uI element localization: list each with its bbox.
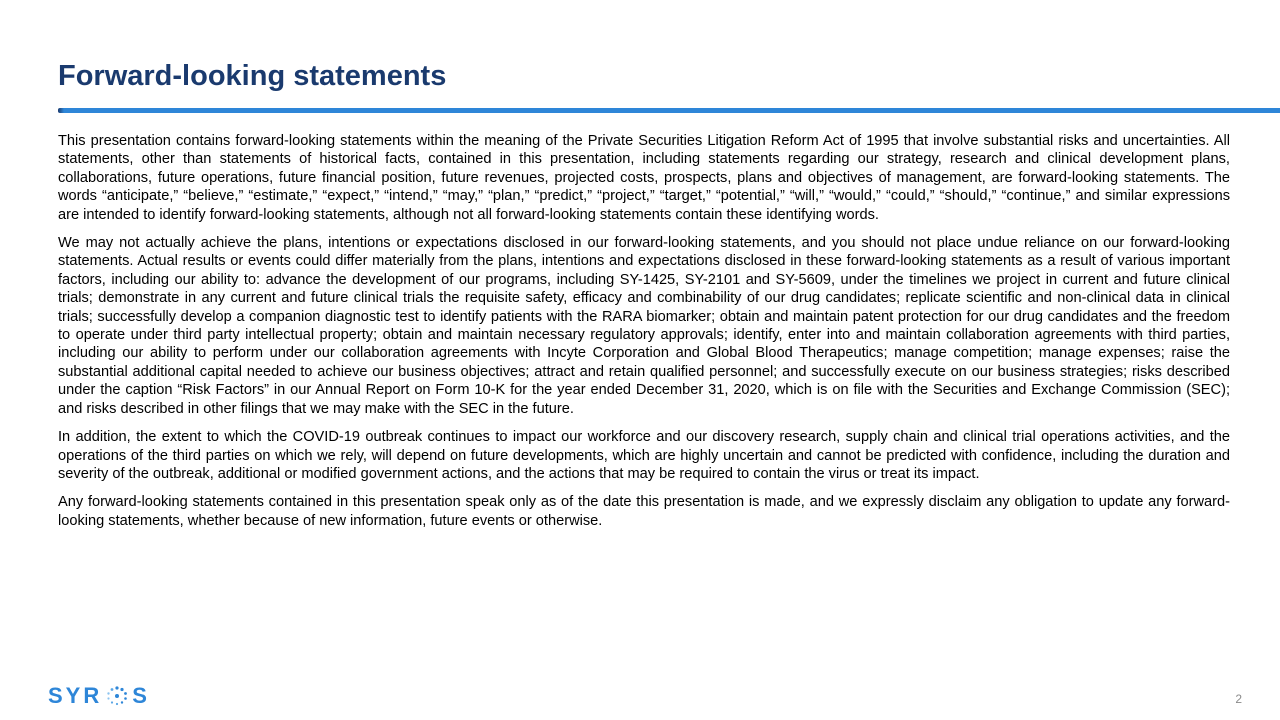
logo-text-left: SYR	[48, 683, 103, 708]
paragraph-2: We may not actually achieve the plans, intentions or expectations disclosed in our forward-looking statements, and you should not place undue reliance on our forward-looking statements. Actual results or events could differ materially from the plans, intentions and expectations disclosed in these forward-looking statements as a result of various important factors, including our ability to: advance the development of our programs, including SY-1425, SY-2101 and SY-5609, under the timelines we project in current and future clinical trials; demonstrate in any current and future clinical trials the requisite safety, efficacy and combinability of our drug candidates; replicate scientific and non-clinical data in clinical trials; successfully develop a companion diagnostic test to identify patients with the RARA biomarker; obtain and maintain patent protection for our drug candidates and the freedom to operate under third party intellectual property; obtain and maintain necessary regulatory approvals; identify, enter into and maintain collaboration agreements with third parties, including our ability to perform under our collaboration agreements with Incyte Corporation and Global Blood Therapeutics; manage competition; manage expenses; raise the substantial additional capital needed to achieve our business objectives; attract and retain qualified personnel; and successfully execute on our business strategies; risks described under the caption “Risk Factors” in our Annual Report on Form 10-K for the year ended December 31, 2020, which is on file with the Securities and Exchange Commission (SEC); and risks described in other filings that we may make with the SEC in the future.	[58, 235, 1230, 417]
page-number: 2	[1235, 692, 1242, 706]
paragraph-1: This presentation contains forward-looking statements within the meaning of the Private Securities Litigation Reform Act of 1995 that involve substantial risks and uncertainties. All statements, other than statements of historical facts, contained in this presentation, including statements regarding our strategy, research and clinical development plans, collaborations, future operations, future financial position, future revenues, projected costs, prospects, plans and objectives of management, are forward-looking statements. The words “anticipate,” “believe,” “estimate,” “expect,” “intend,” “may,” “plan,” “predict,” “project,” “target,” “potential,” “will,” “would,” “could,” “should,” “continue,” and similar expressions are intended to identify forward-looking statements, although not all forward-looking statements contain these identifying words.	[58, 133, 1230, 223]
logo-text-right: S	[132, 683, 150, 708]
slide-body	[58, 132, 1230, 540]
slide-title: Forward-looking statements	[58, 60, 447, 92]
paragraph-3: In addition, the extent to which the COVID-19 outbreak continues to impact our workforce and our discovery research, supply chain and clinical trial operations activities, and the operations of the third parties on which we rely, will depend on future developments, which are highly uncertain and cannot be predicted with confidence, including the duration and severity of the outbreak, additional or modified government actions, and the actions that may be required to contain the virus or treat its impact.	[58, 429, 1230, 482]
paragraph-4: Any forward-looking statements contained in this presentation speak only as of the date this presentation is made, and we expressly disclaim any obligation to update any forward-looking statements, whether because of new information, future events or otherwise.	[58, 494, 1230, 529]
title-divider	[58, 108, 1280, 113]
syros-logo	[48, 684, 150, 708]
syros-dot-ring-logo-icon	[104, 685, 130, 707]
